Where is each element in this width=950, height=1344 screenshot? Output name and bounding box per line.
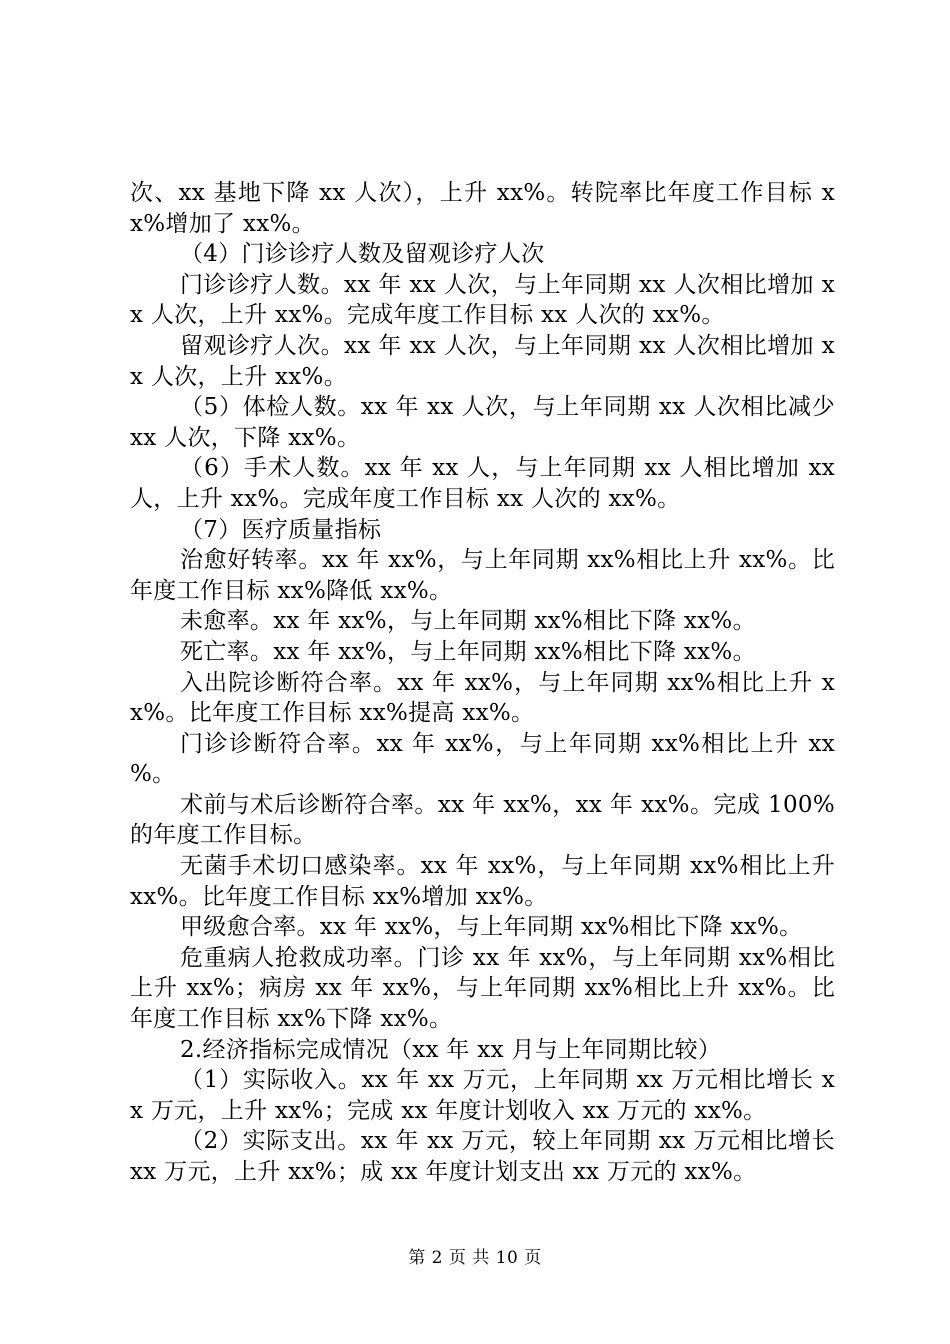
paragraph-2: （4）门诊诊疗人数及留观诊疗人次 — [180, 241, 545, 268]
page-number-footer: 第 2 页 共 10 页 — [408, 1248, 542, 1268]
paragraph-9: 未愈率。xx 年 xx%，与上年同期 xx%相比下降 xx%。 — [180, 608, 756, 635]
paragraph-10: 死亡率。xx 年 xx%，与上年同期 xx%相比下降 xx%。 — [180, 638, 756, 665]
paragraph-3: 门诊诊疗人数。xx 年 xx 人次，与上年同期 xx 人次相比增加 xx 人次，上升 xx%。完成年度工作目标 xx 人次的 xx%。 — [130, 271, 835, 329]
paragraph-18: （1）实际收入。xx 年 xx 万元，上年同期 xx 万元相比增长 xx 万元，上升 xx%；完成 xx 年度计划收入 xx 万元的 xx%。 — [130, 1067, 835, 1124]
paragraph-5: （5）体检人数。xx 年 xx 人次，与上年同期 xx 人次相比减少 xx 人次，下降 xx%。 — [130, 394, 835, 451]
paragraph-7: （7）医疗质量指标 — [180, 516, 382, 543]
paragraph-15: 甲级愈合率。xx 年 xx%，与上年同期 xx%相比下降 xx%。 — [180, 914, 803, 941]
paragraph-17: 2.经济指标完成情况（xx 年 xx 月与上年同期比较） — [180, 1036, 722, 1063]
paragraph-4: 留观诊疗人次。xx 年 xx 人次，与上年同期 xx 人次相比增加 xx 人次，上升 xx%。 — [130, 332, 835, 390]
paragraph-8: 治愈好转率。xx 年 xx%，与上年同期 xx%相比上升 xx%。比年度工作目标 xx%降低 xx%。 — [130, 547, 835, 604]
paragraph-1: 次、xx 基地下降 xx 人次），上升 xx%。转院率比年度工作目标 xx%增加了 xx%。 — [130, 180, 835, 237]
paragraph-19: （2）实际支出。xx 年 xx 万元，较上年同期 xx 万元相比增长 xx 万元，上升 xx%；成 xx 年度计划支出 xx 万元的 xx%。 — [130, 1128, 835, 1185]
paragraph-6: （6）手术人数。xx 年 xx 人，与上年同期 xx 人相比增加 xx 人，上升 xx%。完成年度工作目标 xx 人次的 xx%。 — [130, 455, 835, 512]
paragraph-14: 无菌手术切口感染率。xx 年 xx%，与上年同期 xx%相比上升 xx%。比年度工作目标 xx%增加 xx%。 — [130, 853, 835, 910]
paragraph-13: 术前与术后诊断符合率。xx 年 xx%，xx 年 xx%。完成 100%的年度工作目标。 — [130, 791, 835, 849]
document-body — [130, 178, 835, 1188]
paragraph-11: 入出院诊断符合率。xx 年 xx%，与上年同期 xx%相比上升 xx%。比年度工作目标 xx%提高 xx%。 — [130, 669, 835, 727]
paragraph-12: 门诊诊断符合率。xx 年 xx%，与上年同期 xx%相比上升 xx %。 — [130, 730, 835, 788]
paragraph-16: 危重病人抢救成功率。门诊 xx 年 xx%，与上年同期 xx%相比上升 xx%；病房 xx 年 xx%，与上年同期 xx%相比上升 xx%。比年度工作目标 xx%下降 xx%。 — [130, 944, 835, 1033]
